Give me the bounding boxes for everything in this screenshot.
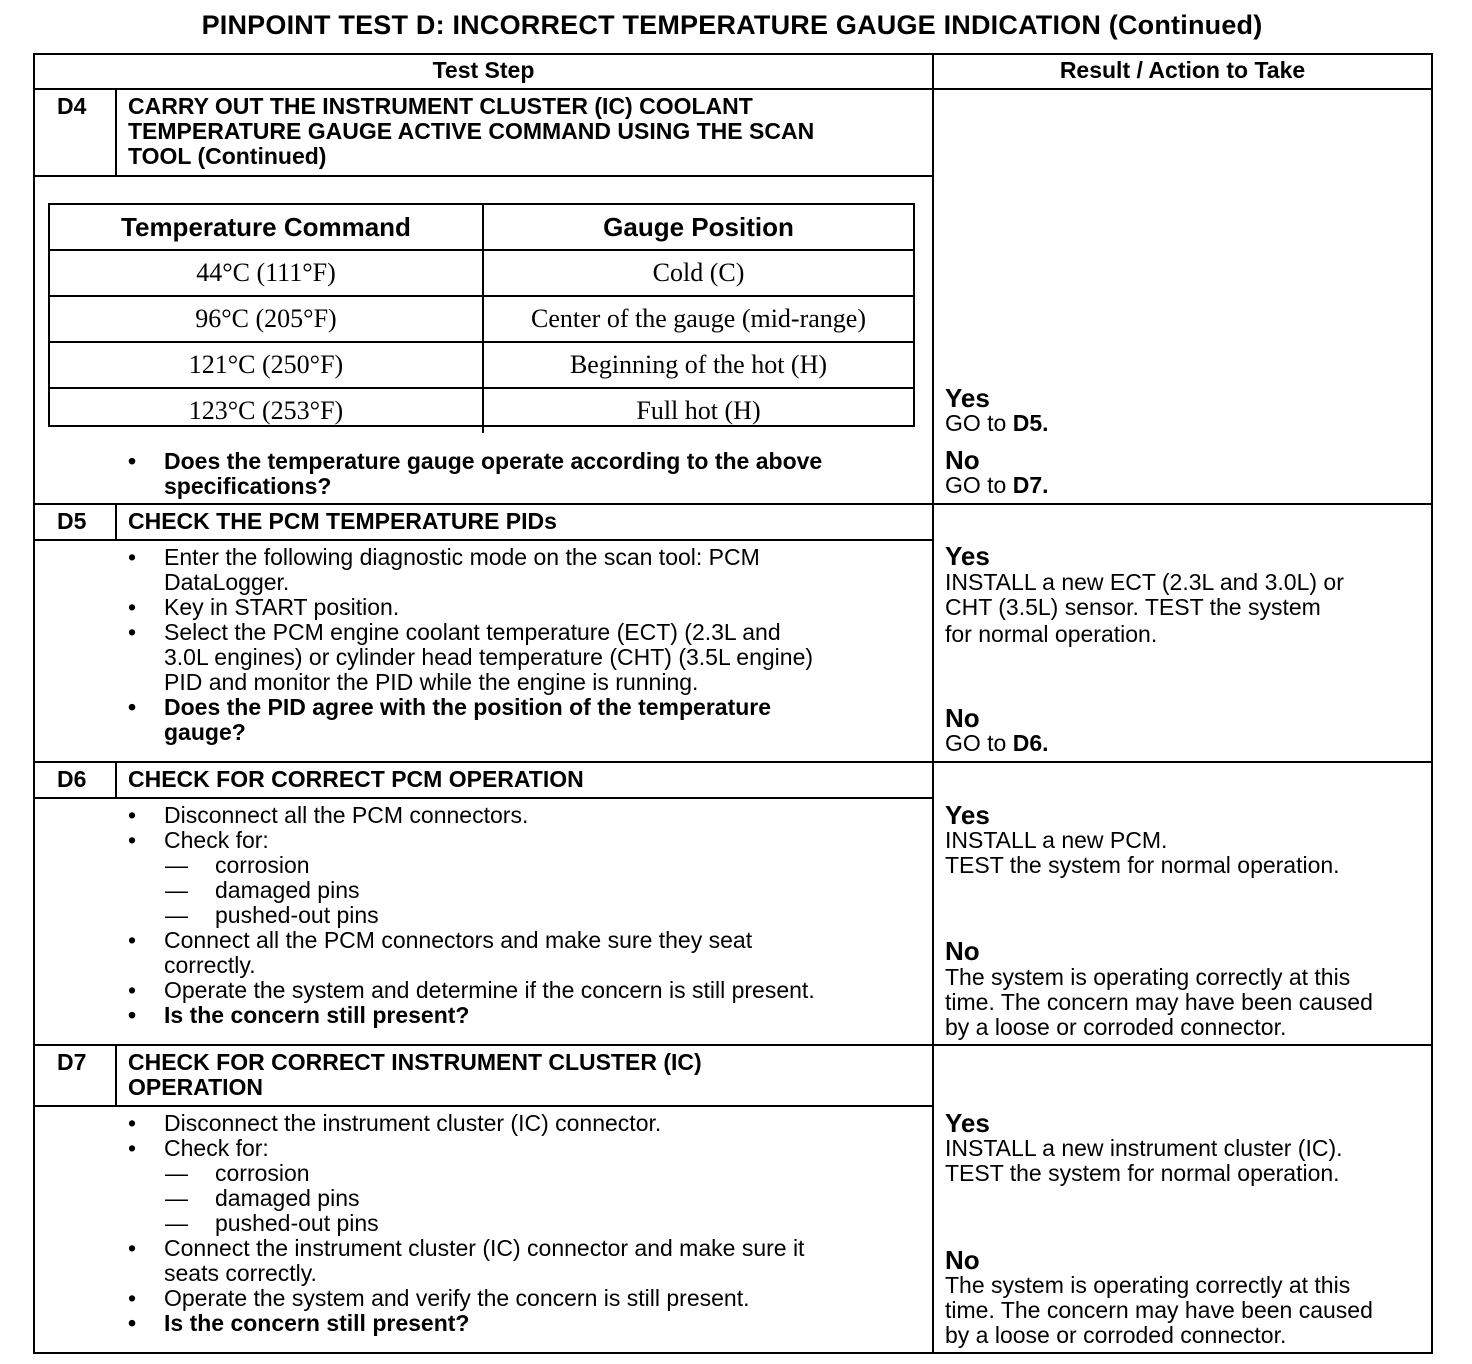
bullet-icon: • (128, 1310, 137, 1336)
step-id-divider-d4 (115, 88, 117, 176)
spec-cell: Cold (C) (483, 250, 913, 296)
d6-no-action-2: time. The concern may have been caused (945, 989, 1373, 1015)
dash-icon: — (165, 852, 188, 878)
dash-icon: — (165, 1210, 188, 1236)
bullet-icon: • (128, 544, 137, 570)
d5-title-divider (33, 539, 933, 541)
d6-yes-action-1: INSTALL a new PCM. (945, 827, 1168, 853)
d6-no-label: No (945, 936, 980, 966)
step-title-d7-line1: CHECK FOR CORRECT INSTRUMENT CLUSTER (IC) (128, 1049, 702, 1075)
header-result: Result / Action to Take (1059, 57, 1306, 83)
d4-title-divider (33, 175, 933, 177)
spec-cell: 121°C (250°F) (50, 342, 483, 388)
step-title-d4-line2: TEMPERATURE GAUGE ACTIVE COMMAND USING THE SCAN (128, 118, 815, 144)
step-id-d5: D5 (57, 508, 87, 534)
d4-yes-label: Yes (945, 383, 990, 413)
d5-yes-label: Yes (945, 541, 990, 571)
d5-no-label: No (945, 703, 980, 733)
bullet-icon: • (128, 619, 137, 645)
step-id-divider-d6 (115, 761, 117, 798)
spec-cell: Beginning of the hot (H) (483, 342, 913, 388)
bullet-icon: • (128, 1135, 137, 1161)
table-row (50, 388, 913, 433)
header-divider (33, 88, 1433, 90)
bullet-icon: • (128, 1110, 137, 1136)
d5-no-action: GO to D6. (945, 730, 1049, 756)
bullet-icon: • (128, 977, 137, 1003)
table-row (50, 250, 913, 296)
d7-yes-label: Yes (945, 1108, 990, 1138)
bullet-icon: • (128, 1002, 137, 1028)
step-title-d4-line1: CARRY OUT THE INSTRUMENT CLUSTER (IC) COOLANT (128, 93, 753, 119)
d4-no-label: No (945, 445, 980, 475)
d4-no-action: GO to D7. (945, 472, 1049, 498)
step-title-d6: CHECK FOR CORRECT PCM OPERATION (128, 766, 584, 792)
spec-cell: 96°C (205°F) (50, 296, 483, 342)
dash-icon: — (165, 1185, 188, 1211)
spec-header-temperature: Temperature Command (50, 205, 483, 250)
d5-yes-action-2: CHT (3.5L) sensor. TEST the system (945, 594, 1321, 620)
spec-table (48, 203, 915, 427)
row-divider-d7 (33, 1044, 1433, 1046)
spec-cell: 123°C (253°F) (50, 388, 483, 433)
d7-no-label: No (945, 1245, 980, 1275)
spec-header-gauge: Gauge Position (483, 205, 913, 250)
bullet-icon: • (128, 694, 137, 720)
spec-cell: Center of the gauge (mid-range) (483, 296, 913, 342)
d7-no-action-1: The system is operating correctly at this (945, 1272, 1351, 1298)
bullet-icon: • (128, 827, 137, 853)
bullet-icon: • (128, 1235, 137, 1261)
step-id-d6: D6 (57, 766, 87, 792)
d5-yes-action-3: for normal operation. (945, 621, 1158, 647)
step-title-d5: CHECK THE PCM TEMPERATURE PIDs (128, 508, 557, 534)
d4-yes-action: GO to D5. (945, 410, 1049, 436)
d5-yes-action-1: INSTALL a new ECT (2.3L and 3.0L) or (945, 569, 1344, 595)
step-id-d7: D7 (57, 1049, 87, 1075)
spec-cell: Full hot (H) (636, 396, 761, 425)
step-title-d7-line2: OPERATION (128, 1074, 264, 1100)
d6-no-action-3: by a loose or corroded connector. (945, 1014, 1287, 1040)
d6-yes-action-2: TEST the system for normal operation. (945, 852, 1340, 878)
step-id-divider-d7 (115, 1044, 117, 1106)
column-divider (932, 53, 934, 1354)
dash-icon: — (165, 1160, 188, 1186)
step-id-divider-d5 (115, 503, 117, 540)
d7-title-divider (33, 1105, 933, 1107)
page-title: PINPOINT TEST D: INCORRECT TEMPERATURE GAUGE INDICATION (Continued) (201, 10, 1263, 40)
row-divider-d6 (33, 761, 1433, 763)
dash-icon: — (165, 877, 188, 903)
table-row (50, 296, 913, 342)
step-id-d4: D4 (57, 93, 87, 119)
d7-yes-action-1: INSTALL a new instrument cluster (IC). (945, 1135, 1343, 1161)
table-row (50, 342, 913, 388)
d7-yes-action-2: TEST the system for normal operation. (945, 1160, 1340, 1186)
bullet-icon: • (128, 594, 137, 620)
d7-no-action-3: by a loose or corroded connector. (945, 1322, 1287, 1348)
bullet-icon: • (128, 448, 137, 474)
spec-cell: 44°C (111°F) (50, 250, 483, 296)
d6-title-divider (33, 797, 933, 799)
d7-no-action-2: time. The concern may have been caused (945, 1297, 1373, 1323)
d6-no-action-1: The system is operating correctly at this (945, 964, 1351, 990)
d6-yes-label: Yes (945, 800, 990, 830)
step-title-d4-line3: TOOL (Continued) (128, 143, 327, 169)
dash-icon: — (165, 902, 188, 928)
header-test-step: Test Step (432, 57, 535, 83)
bullet-icon: • (128, 927, 137, 953)
row-divider-d5 (33, 503, 1433, 505)
bullet-icon: • (128, 802, 137, 828)
bullet-icon: • (128, 1285, 137, 1311)
